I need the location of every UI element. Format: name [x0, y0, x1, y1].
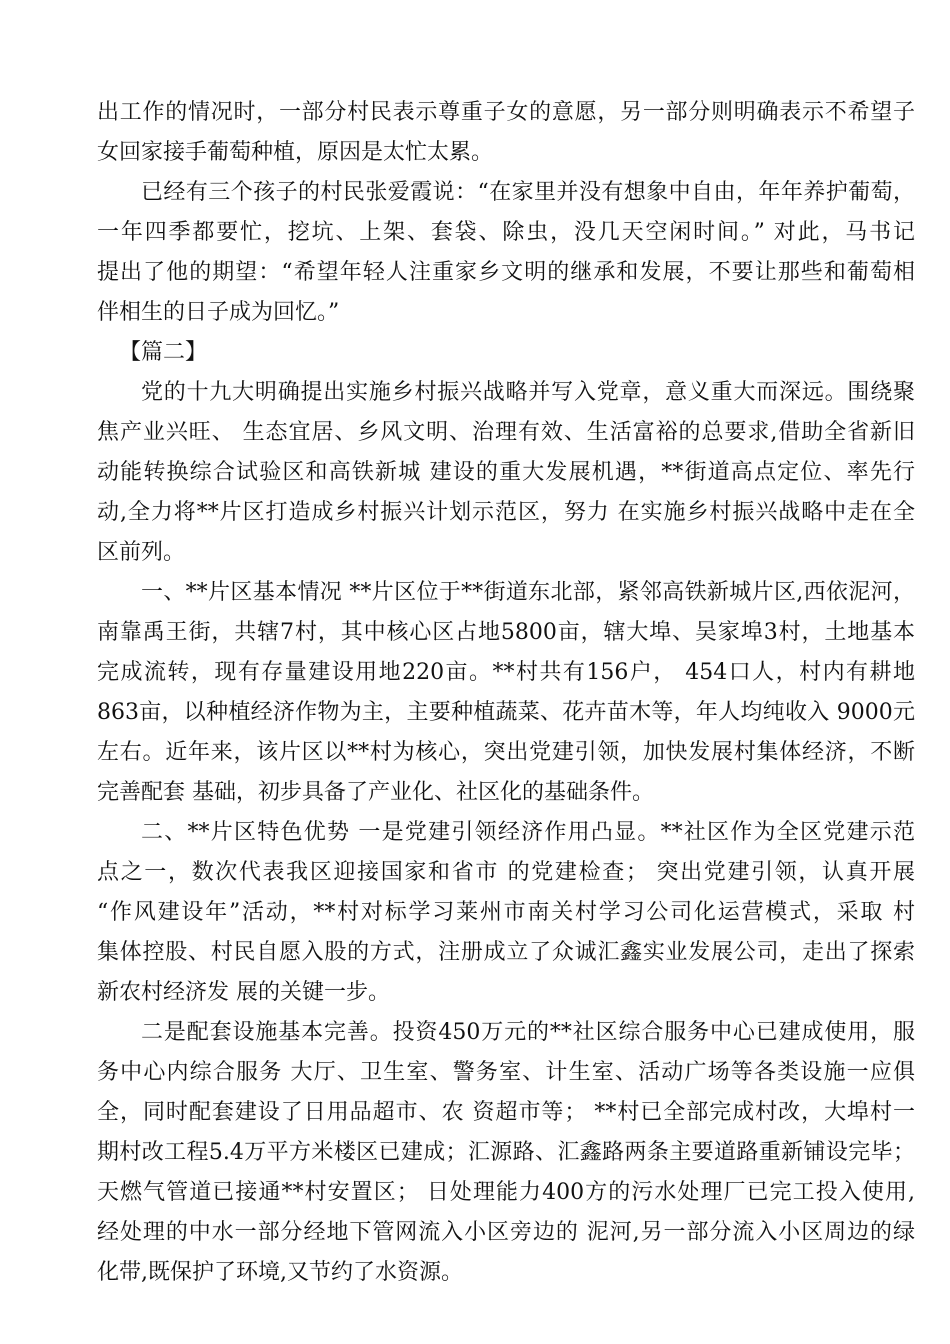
- text-line: 伴相生的日子成为回忆。”: [97, 300, 340, 325]
- text-line: 点之一，数次代表我区迎接国家和省市 的党建检查； 突出党建引领，认真开展: [97, 860, 915, 885]
- text-line: 动能转换综合试验区和高铁新城 建设的重大发展机遇，**街道高点定位、率先行: [97, 460, 915, 485]
- text-line: 完成流转，现有存量建设用地220亩。**村共有156户， 454口人，村内有耕地: [97, 660, 915, 685]
- text-line: 新农村经济发 展的关键一步。: [97, 980, 390, 1005]
- text-line: 党的十九大明确提出实施乡村振兴战略并写入党章，意义重大而深远。围绕聚: [141, 380, 915, 405]
- text-line: 已经有三个孩子的村民张爱霞说：“在家里并没有想象中自由，年年养护葡萄，: [141, 180, 915, 205]
- text-line: 全，同时配套建设了日用品超市、农 资超市等； **村已全部完成村改，大埠村一: [97, 1100, 915, 1125]
- text-line: 南靠禹王街，共辖7村，其中核心区占地5800亩，辖大埠、吴家埠3村，土地基本: [97, 620, 915, 645]
- text-line: “作风建设年”活动，**村对标学习莱州市南关村学习公司化运营模式，采取 村: [97, 900, 915, 925]
- text-line: 二、**片区特色优势 一是党建引领经济作用凸显。**社区作为全区党建示范: [141, 820, 915, 845]
- text-line: 一年四季都要忙，挖坑、上架、套袋、除虫，没几天空闲时间。” 对此，马书记: [97, 220, 915, 245]
- text-line: 经处理的中水一部分经地下管网流入小区旁边的 泥河,另一部分流入小区周边的绿: [97, 1220, 915, 1245]
- text-line: 出工作的情况时，一部分村民表示尊重子女的意愿，另一部分则明确表示不希望子: [97, 100, 915, 125]
- text-line: 区前列。: [97, 540, 186, 565]
- text-line: 期村改工程5.4万平方米楼区已建成；汇源路、汇鑫路两条主要道路重新铺设完毕；: [97, 1140, 915, 1165]
- text-line: 天燃气管道已接通**村安置区； 日处理能力400方的污水处理厂已完工投入使用,: [97, 1180, 915, 1205]
- text-line: 左右。近年来，该片区以**村为核心，突出党建引领，加快发展村集体经济，不断: [97, 740, 915, 765]
- text-line: 提出了他的期望：“希望年轻人注重家乡文明的继承和发展，不要让那些和葡萄相: [97, 260, 915, 285]
- text-line: 二是配套设施基本完善。投资450万元的**社区综合服务中心已建成使用，服: [141, 1020, 915, 1045]
- text-line: 一、**片区基本情况 **片区位于**街道东北部，紧邻高铁新城片区,西依泥河，: [141, 580, 915, 605]
- section-heading: 【篇二】: [119, 340, 208, 365]
- text-line: 焦产业兴旺、 生态宜居、乡风文明、治理有效、生活富裕的总要求,借助全省新旧: [97, 420, 915, 445]
- text-line: 完善配套 基础，初步具备了产业化、社区化的基础条件。: [97, 780, 654, 805]
- text-line: 集体控股、村民自愿入股的方式，注册成立了众诚汇鑫实业发展公司，走出了探索: [97, 940, 915, 965]
- text-line: 化带,既保护了环境,又节约了水资源。: [97, 1260, 463, 1285]
- text-line: 863亩，以种植经济作物为主，主要种植蔬菜、花卉苗木等，年人均纯收入 9000元: [97, 700, 915, 725]
- text-line: 动,全力将**片区打造成乡村振兴计划示范区，努力 在实施乡村振兴战略中走在全: [97, 500, 915, 525]
- text-line: 务中心内综合服务 大厅、卫生室、警务室、计生室、活动广场等各类设施一应俱: [97, 1060, 915, 1085]
- text-line: 女回家接手葡萄种植，原因是太忙太累。: [97, 140, 494, 165]
